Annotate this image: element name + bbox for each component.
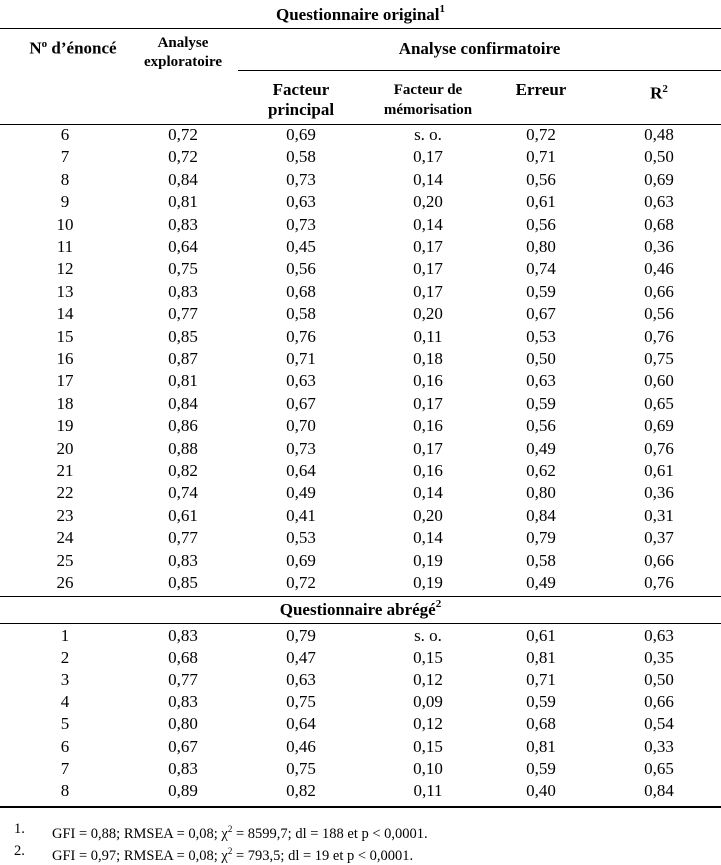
header-r2-sup: 2	[662, 83, 668, 95]
table-row	[0, 124, 721, 146]
cell-main-factor: 0,71	[286, 349, 316, 368]
cell-item-number: 11	[56, 237, 74, 256]
footnote-1-post: = 8599,7; dl = 188 et p < 0,0001.	[232, 825, 428, 842]
cell-exploratory: 0,87	[168, 349, 198, 368]
cell-exploratory: 0,81	[168, 192, 198, 212]
cell-main-factor: 0,69	[286, 550, 316, 570]
table-row	[0, 169, 721, 191]
footnote-1-pre: GFI = 0,88; RMSEA = 0,08; χ	[52, 825, 228, 842]
cell-error: 0,49	[526, 438, 556, 458]
cell-item-number: 8	[60, 169, 70, 189]
cell-exploratory: 0,80	[168, 714, 198, 734]
header-memory-factor	[372, 80, 484, 120]
cell-r2: 0,69	[644, 416, 674, 436]
cell-r2: 0,56	[644, 304, 674, 324]
cell-error: 0,56	[526, 169, 556, 189]
cell-memory-factor: 0,14	[413, 169, 443, 189]
table-row	[0, 647, 721, 669]
table-row	[0, 505, 721, 527]
cell-item-number: 21	[56, 461, 74, 480]
cell-r2: 0,65	[644, 393, 674, 413]
cell-r2: 0,84	[644, 780, 674, 800]
cell-item-number: 19	[56, 416, 74, 436]
cell-exploratory: 0,68	[168, 648, 198, 668]
cell-item-number: 25	[56, 550, 74, 570]
table-row	[0, 415, 721, 437]
cell-exploratory: 0,77	[168, 528, 198, 548]
cell-memory-factor: s. o.	[414, 626, 442, 645]
cell-item-number: 4	[60, 692, 70, 712]
cell-r2: 0,66	[644, 281, 674, 301]
cell-r2: 0,36	[644, 237, 674, 256]
section2-title-text: Questionnaire abrégé	[279, 600, 436, 619]
table-row	[0, 736, 721, 758]
cell-memory-factor: 0,14	[413, 483, 443, 503]
cell-main-factor: 0,47	[286, 648, 316, 668]
cell-main-factor: 0,73	[286, 438, 316, 458]
cell-r2: 0,50	[644, 147, 674, 167]
cell-r2: 0,36	[644, 483, 674, 503]
table-row	[0, 780, 721, 802]
cell-r2: 0,76	[644, 573, 674, 592]
cell-exploratory: 0,81	[168, 371, 198, 391]
cell-main-factor: 0,68	[286, 281, 316, 301]
cell-memory-factor: 0,15	[413, 648, 443, 668]
cell-error: 0,59	[526, 281, 556, 301]
cell-memory-factor: 0,14	[413, 528, 443, 548]
header-main-factor-line1: Facteur	[272, 80, 330, 99]
cell-exploratory: 0,61	[168, 505, 198, 525]
rule-under-confirmatory	[238, 70, 721, 71]
cell-error: 0,61	[526, 192, 556, 212]
header-exploratory	[137, 34, 229, 72]
cell-item-number: 3	[60, 670, 70, 690]
table-row	[0, 713, 721, 735]
cell-item-number: 9	[60, 192, 70, 212]
table-row	[0, 438, 721, 460]
table-row	[0, 348, 721, 370]
cell-exploratory: 0,85	[168, 326, 198, 346]
footnote-2-sup: 2	[227, 846, 233, 856]
footnote-1-sup: 2	[227, 824, 233, 834]
cell-error: 0,49	[526, 573, 556, 592]
cell-exploratory: 0,85	[168, 573, 198, 592]
header-exploratory-line1: Analyse	[157, 35, 209, 51]
rule-table-bottom	[0, 806, 721, 808]
section2-title	[0, 600, 721, 620]
cell-r2: 0,61	[644, 461, 674, 480]
cell-exploratory: 0,72	[168, 125, 198, 144]
cell-memory-factor: 0,10	[413, 758, 443, 778]
cell-r2: 0,33	[644, 736, 674, 756]
cell-exploratory: 0,84	[168, 169, 198, 189]
cell-item-number: 24	[56, 528, 74, 548]
cell-memory-factor: 0,17	[413, 237, 443, 256]
cell-item-number: 10	[56, 214, 74, 234]
cell-error: 0,80	[526, 237, 556, 256]
table-row	[0, 572, 721, 594]
table-row	[0, 482, 721, 504]
cell-exploratory: 0,67	[168, 736, 198, 756]
header-item-number	[8, 35, 138, 58]
table-row	[0, 393, 721, 415]
table-row	[0, 527, 721, 549]
section1-title-text: Questionnaire original	[275, 5, 440, 24]
cell-memory-factor: 0,12	[413, 670, 443, 690]
cell-memory-factor: 0,17	[413, 259, 443, 279]
cell-memory-factor: 0,19	[413, 573, 443, 592]
table-row	[0, 326, 721, 348]
cell-main-factor: 0,72	[286, 573, 316, 592]
cell-item-number: 6	[60, 736, 70, 756]
rule-before-section2	[0, 596, 721, 597]
cell-main-factor: 0,73	[286, 169, 316, 189]
cell-exploratory: 0,64	[168, 237, 198, 256]
cell-main-factor: 0,73	[286, 214, 316, 234]
cell-main-factor: 0,56	[286, 259, 316, 279]
cell-memory-factor: 0,17	[413, 438, 443, 458]
footnote-2-pre: GFI = 0,97; RMSEA = 0,08; χ	[52, 847, 228, 864]
cell-memory-factor: 0,14	[413, 214, 443, 234]
cell-main-factor: 0,58	[286, 304, 316, 324]
cell-error: 0,71	[526, 147, 556, 167]
cell-r2: 0,60	[644, 371, 674, 391]
cell-r2: 0,65	[644, 758, 674, 778]
cell-main-factor: 0,82	[286, 780, 316, 800]
cell-r2: 0,46	[644, 259, 674, 279]
cell-r2: 0,69	[644, 169, 674, 189]
cell-exploratory: 0,83	[168, 692, 198, 712]
cell-item-number: 22	[56, 483, 74, 503]
footnote-2-post: = 793,5; dl = 19 et p < 0,0001.	[232, 847, 414, 864]
cell-item-number: 14	[56, 304, 74, 324]
section1-title	[0, 5, 721, 25]
footnote-2-number: 2.	[14, 843, 25, 859]
cell-item-number: 18	[56, 393, 74, 413]
footnote-1-number: 1.	[14, 821, 25, 837]
cell-r2: 0,63	[644, 192, 674, 212]
cell-exploratory: 0,83	[168, 550, 198, 570]
table-row	[0, 625, 721, 647]
header-main-factor	[250, 80, 352, 120]
cell-r2: 0,37	[644, 528, 674, 548]
cell-r2: 0,76	[644, 326, 674, 346]
table-row	[0, 281, 721, 303]
cell-main-factor: 0,70	[286, 416, 316, 436]
table-row	[0, 758, 721, 780]
table-row	[0, 258, 721, 280]
cell-r2: 0,31	[644, 505, 674, 525]
cell-error: 0,79	[526, 528, 556, 548]
cell-main-factor: 0,49	[286, 483, 316, 503]
table-row	[0, 191, 721, 213]
cell-r2: 0,66	[644, 692, 674, 712]
cell-memory-factor: 0,20	[413, 304, 443, 324]
cell-memory-factor: 0,20	[413, 192, 443, 212]
header-exploratory-line2: exploratoire	[143, 54, 223, 70]
cell-exploratory: 0,83	[168, 758, 198, 778]
cell-main-factor: 0,45	[286, 237, 316, 256]
cell-main-factor: 0,63	[286, 192, 316, 212]
cell-main-factor: 0,53	[286, 528, 316, 548]
cell-error: 0,74	[526, 259, 556, 279]
table-row	[0, 370, 721, 392]
header-error: Erreur	[515, 80, 567, 99]
header-r2	[608, 80, 710, 103]
cell-memory-factor: 0,12	[413, 714, 443, 734]
cell-error: 0,84	[526, 505, 556, 525]
cell-error: 0,72	[526, 125, 556, 144]
cell-r2: 0,75	[644, 349, 674, 368]
cell-exploratory: 0,89	[168, 780, 198, 800]
table-row	[0, 146, 721, 168]
cell-item-number: 13	[56, 281, 74, 301]
cell-error: 0,40	[526, 780, 556, 800]
cell-item-number: 7	[60, 758, 70, 778]
cell-r2: 0,68	[644, 214, 674, 234]
cell-main-factor: 0,58	[286, 147, 316, 167]
cell-main-factor: 0,79	[286, 626, 316, 645]
rule-under-title	[0, 28, 721, 29]
footnote-2-text	[52, 842, 413, 865]
cell-error: 0,71	[526, 670, 556, 690]
cell-r2: 0,76	[644, 438, 674, 458]
cell-error: 0,61	[526, 626, 556, 645]
cell-error: 0,59	[526, 393, 556, 413]
cell-error: 0,63	[526, 371, 556, 391]
cell-error: 0,62	[526, 461, 556, 480]
cell-memory-factor: 0,15	[413, 736, 443, 756]
cell-exploratory: 0,82	[168, 461, 198, 480]
cell-memory-factor: 0,16	[413, 371, 443, 391]
cell-error: 0,56	[526, 416, 556, 436]
cell-main-factor: 0,64	[286, 461, 316, 480]
cell-main-factor: 0,67	[286, 393, 316, 413]
header-r2-base: R	[650, 83, 663, 103]
cell-error: 0,81	[526, 736, 556, 756]
cell-item-number: 7	[60, 147, 70, 167]
cell-exploratory: 0,77	[168, 670, 198, 690]
cell-main-factor: 0,63	[286, 371, 316, 391]
cell-exploratory: 0,84	[168, 393, 198, 413]
cell-r2: 0,50	[644, 670, 674, 690]
table-row	[0, 669, 721, 691]
cell-exploratory: 0,77	[168, 304, 198, 324]
cell-memory-factor: 0,16	[413, 461, 443, 480]
header-item-prefix: N	[29, 38, 42, 58]
cell-main-factor: 0,69	[286, 125, 316, 144]
header-item-sup: o	[41, 38, 48, 50]
cell-r2: 0,66	[644, 550, 674, 570]
cell-item-number: 23	[56, 505, 74, 525]
cell-memory-factor: s. o.	[414, 125, 442, 144]
cell-error: 0,59	[526, 692, 556, 712]
cell-memory-factor: 0,17	[413, 147, 443, 167]
cell-memory-factor: 0,18	[413, 349, 443, 368]
cell-main-factor: 0,41	[286, 505, 316, 525]
cell-memory-factor: 0,16	[413, 416, 443, 436]
cell-memory-factor: 0,11	[413, 326, 443, 346]
table-row	[0, 236, 721, 258]
header-memory-factor-line2: mémorisation	[383, 102, 473, 118]
footnote-1-text	[52, 820, 428, 843]
cell-memory-factor: 0,09	[413, 692, 443, 712]
cell-item-number: 12	[56, 259, 74, 279]
cell-item-number: 5	[60, 714, 70, 734]
cell-item-number: 16	[56, 349, 74, 368]
table-row	[0, 691, 721, 713]
cell-error: 0,56	[526, 214, 556, 234]
cell-error: 0,50	[526, 349, 556, 368]
cell-item-number: 6	[60, 125, 70, 144]
cell-exploratory: 0,74	[168, 483, 198, 503]
cell-error: 0,80	[526, 483, 556, 503]
cell-main-factor: 0,63	[286, 670, 316, 690]
cell-error: 0,68	[526, 714, 556, 734]
cell-main-factor: 0,76	[286, 326, 316, 346]
header-item-suffix: d’énoncé	[47, 38, 117, 58]
cell-error: 0,59	[526, 758, 556, 778]
cell-memory-factor: 0,11	[413, 780, 443, 800]
cell-main-factor: 0,46	[286, 736, 316, 756]
cell-item-number: 1	[60, 626, 70, 645]
cell-exploratory: 0,86	[168, 416, 198, 436]
cell-memory-factor: 0,17	[413, 281, 443, 301]
cell-exploratory: 0,88	[168, 438, 198, 458]
header-memory-factor-line1: Facteur de	[393, 82, 463, 98]
header-main-factor-line2: principal	[267, 100, 335, 119]
cell-error: 0,58	[526, 550, 556, 570]
cell-exploratory: 0,83	[168, 626, 198, 645]
cell-main-factor: 0,75	[286, 692, 316, 712]
cell-r2: 0,35	[644, 648, 674, 668]
table-row	[0, 550, 721, 572]
cell-item-number: 15	[56, 326, 74, 346]
cell-exploratory: 0,72	[168, 147, 198, 167]
cell-item-number: 17	[56, 371, 74, 391]
cell-item-number: 26	[56, 573, 74, 592]
cell-memory-factor: 0,17	[413, 393, 443, 413]
cell-error: 0,53	[526, 326, 556, 346]
section1-note-ref: 1	[439, 3, 446, 16]
table-row	[0, 214, 721, 236]
cell-item-number: 20	[56, 438, 74, 458]
cell-exploratory: 0,83	[168, 281, 198, 301]
cell-error: 0,81	[526, 648, 556, 668]
cell-exploratory: 0,75	[168, 259, 198, 279]
cell-r2: 0,54	[644, 714, 674, 734]
cell-error: 0,67	[526, 304, 556, 324]
table-row	[0, 303, 721, 325]
section2-note-ref: 2	[435, 598, 442, 611]
cell-exploratory: 0,83	[168, 214, 198, 234]
cell-r2: 0,48	[644, 125, 674, 144]
header-confirmatory-group: Analyse confirmatoire	[398, 39, 561, 58]
cell-r2: 0,63	[644, 626, 674, 645]
table-row	[0, 460, 721, 482]
rule-under-section2-title	[0, 623, 721, 624]
cell-memory-factor: 0,19	[413, 550, 443, 570]
cell-main-factor: 0,75	[286, 758, 316, 778]
cell-memory-factor: 0,20	[413, 505, 443, 525]
cell-main-factor: 0,64	[286, 714, 316, 734]
cell-item-number: 8	[60, 780, 70, 800]
cell-item-number: 2	[60, 648, 70, 668]
